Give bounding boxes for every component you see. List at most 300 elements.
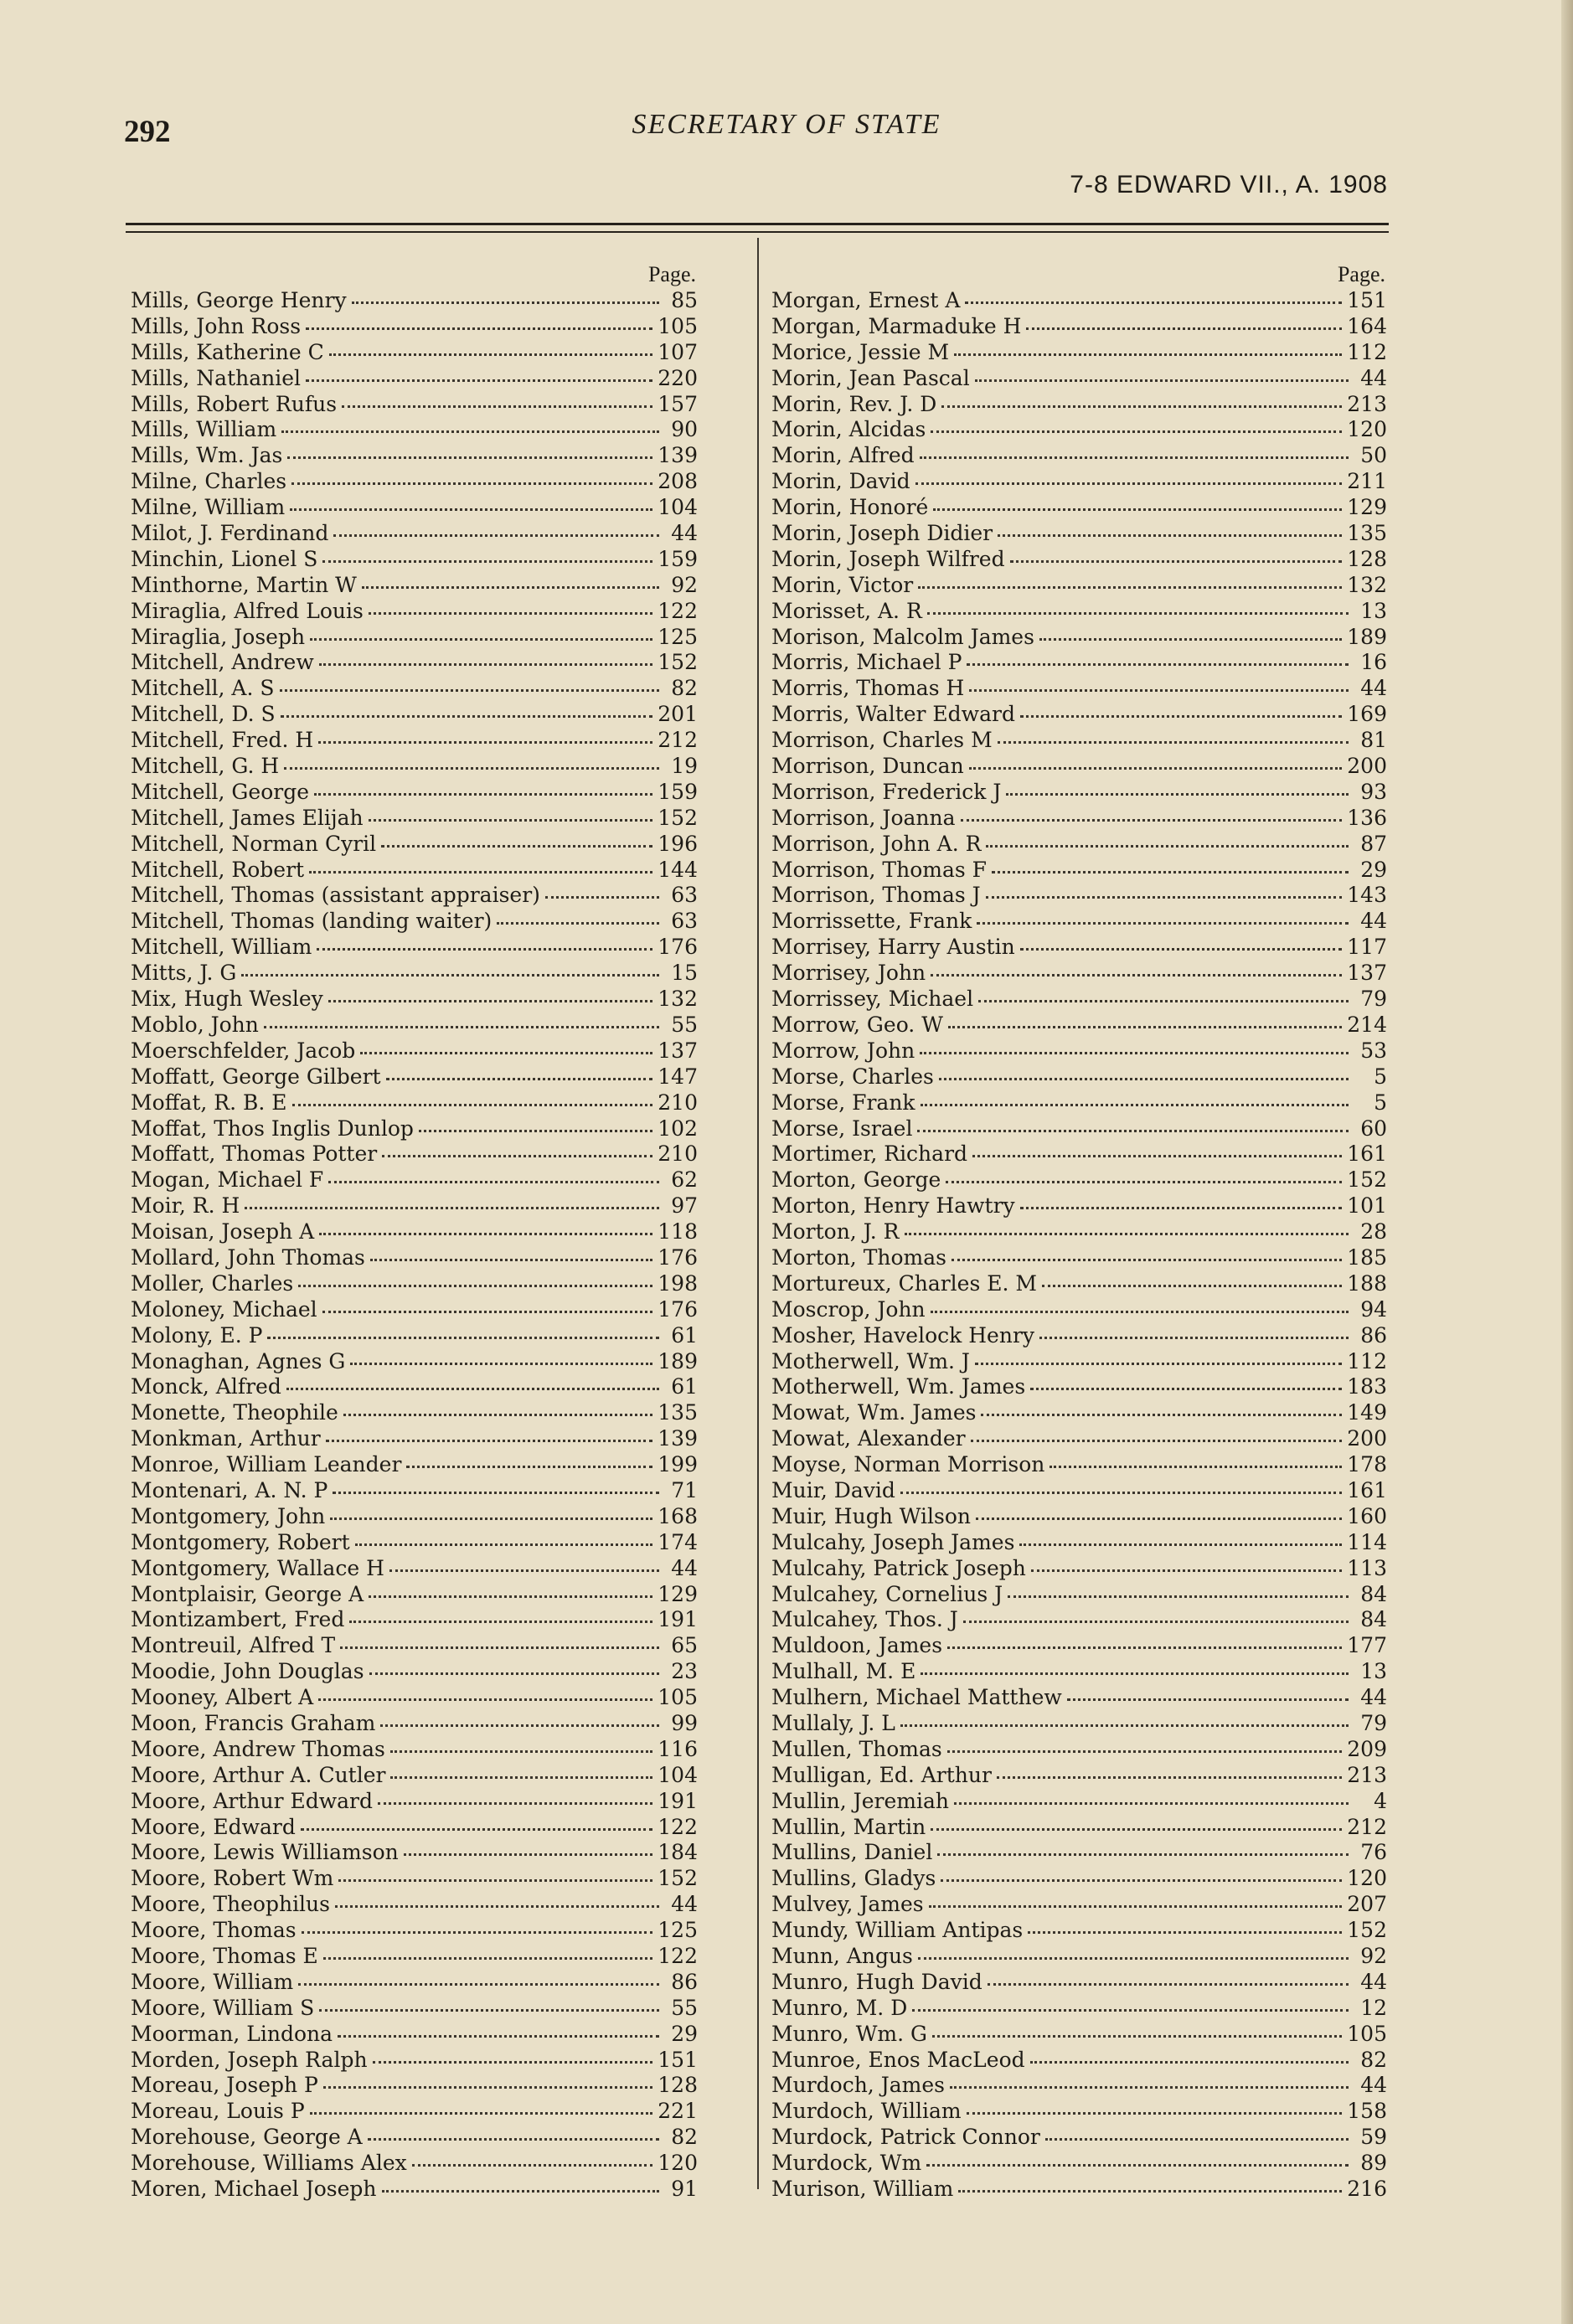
entry-name: Morrison, Thomas F bbox=[771, 857, 987, 882]
entry-name: Murison, William bbox=[771, 2177, 954, 2202]
entry-page-number: 105 bbox=[658, 1685, 698, 1710]
entry-page-number: 120 bbox=[658, 2151, 698, 2176]
entry-name: Mullins, Gladys bbox=[771, 1866, 936, 1891]
index-entry bbox=[771, 1789, 1387, 1815]
entry-name: Moore, Robert Wm bbox=[131, 1866, 334, 1891]
entry-page-number: 221 bbox=[658, 2099, 698, 2124]
dot-leader bbox=[330, 1517, 652, 1520]
index-entry bbox=[771, 1219, 1387, 1245]
entry-page-number: 168 bbox=[658, 1503, 698, 1528]
dot-leader bbox=[381, 844, 652, 848]
entry-page-number: 99 bbox=[671, 1710, 698, 1735]
dot-leader bbox=[965, 301, 1342, 304]
index-entry bbox=[771, 392, 1387, 418]
index-entry bbox=[131, 1090, 698, 1116]
entry-page-number: 191 bbox=[658, 1607, 698, 1632]
entry-page-number: 61 bbox=[671, 1322, 698, 1348]
dot-leader bbox=[373, 2060, 653, 2064]
entry-page-number: 151 bbox=[1347, 288, 1387, 312]
entry-name: Morehouse, George A bbox=[131, 2125, 363, 2150]
dot-leader bbox=[1006, 792, 1349, 796]
dot-leader bbox=[932, 2034, 1342, 2038]
dot-leader bbox=[976, 1517, 1342, 1520]
index-entry bbox=[771, 521, 1387, 547]
entry-name: Mills, George Henry bbox=[131, 288, 347, 312]
entry-page-number: 82 bbox=[671, 2125, 698, 2150]
dot-leader bbox=[900, 1491, 1342, 1494]
entry-page-number: 185 bbox=[1347, 1244, 1387, 1270]
entry-name: Morrison, Duncan bbox=[771, 754, 964, 779]
dot-leader bbox=[267, 1336, 659, 1339]
index-entry bbox=[771, 858, 1387, 884]
dot-leader bbox=[323, 2085, 652, 2089]
index-entry bbox=[131, 1167, 698, 1193]
index-entry bbox=[131, 1193, 698, 1219]
entry-page-number: 112 bbox=[1347, 339, 1387, 364]
dot-leader bbox=[917, 1129, 1349, 1132]
index-entry bbox=[771, 314, 1387, 340]
entry-name: Montizambert, Fred bbox=[131, 1607, 345, 1632]
entry-name: Moblo, John bbox=[131, 1012, 259, 1037]
index-entry bbox=[131, 1245, 698, 1271]
entry-page-number: 87 bbox=[1360, 831, 1387, 856]
entry-page-number: 118 bbox=[658, 1219, 698, 1244]
dot-leader bbox=[975, 1362, 1342, 1365]
entry-name: Morice, Jessie M bbox=[771, 339, 950, 364]
entry-page-number: 211 bbox=[1347, 469, 1387, 494]
dot-leader bbox=[933, 508, 1342, 511]
dot-leader bbox=[286, 1387, 659, 1390]
entry-name: Monkman, Arthur bbox=[131, 1426, 321, 1451]
entry-page-number: 89 bbox=[1360, 2151, 1387, 2176]
entry-page-number: 213 bbox=[1347, 391, 1387, 416]
entry-name: Moore, William S bbox=[131, 1995, 315, 2020]
entry-page-number: 92 bbox=[1360, 1944, 1387, 1968]
dot-leader bbox=[941, 1878, 1342, 1882]
entry-name: Moller, Charles bbox=[131, 1270, 294, 1296]
dot-leader bbox=[998, 533, 1342, 537]
index-entry bbox=[771, 573, 1387, 599]
index-entry bbox=[131, 1426, 698, 1452]
entry-name: Moffatt, Thomas Potter bbox=[131, 1141, 378, 1167]
dot-leader bbox=[1050, 1465, 1342, 1468]
index-entry bbox=[131, 1116, 698, 1142]
entry-page-number: 201 bbox=[658, 702, 698, 727]
index-entry bbox=[771, 417, 1387, 443]
entry-name: Moore, Edward bbox=[131, 1814, 296, 1839]
entry-name: Munn, Angus bbox=[771, 1944, 913, 1968]
dot-leader bbox=[390, 1749, 652, 1753]
entry-name: Montreuil, Alfred T bbox=[131, 1633, 336, 1658]
dot-leader bbox=[912, 2008, 1349, 2012]
dot-leader bbox=[497, 921, 659, 925]
entry-page-number: 104 bbox=[658, 495, 698, 520]
entry-page-number: 5 bbox=[1374, 1090, 1387, 1115]
dot-leader bbox=[369, 611, 652, 615]
index-entry bbox=[131, 1711, 698, 1737]
entry-name: Morin, Jean Pascal bbox=[771, 365, 970, 390]
index-entry bbox=[771, 1426, 1387, 1452]
entry-name: Mortimer, Richard bbox=[771, 1141, 968, 1167]
entry-page-number: 125 bbox=[658, 624, 698, 649]
entry-name: Morisset, A. R bbox=[771, 598, 922, 623]
dot-leader bbox=[1030, 1387, 1342, 1390]
index-entry bbox=[131, 1866, 698, 1892]
entry-page-number: 174 bbox=[658, 1529, 698, 1554]
entry-page-number: 164 bbox=[1347, 313, 1387, 338]
entry-page-number: 114 bbox=[1347, 1529, 1387, 1554]
index-entry bbox=[131, 1789, 698, 1815]
dot-leader bbox=[992, 870, 1349, 873]
entry-page-number: 189 bbox=[658, 1348, 698, 1373]
entry-page-number: 112 bbox=[1347, 1348, 1387, 1373]
entry-name: Moreau, Joseph P bbox=[131, 2073, 318, 2098]
index-entry bbox=[131, 1633, 698, 1659]
index-entry bbox=[131, 417, 698, 443]
index-entry bbox=[131, 728, 698, 754]
entry-page-number: 117 bbox=[1347, 935, 1387, 960]
dot-leader bbox=[338, 2034, 659, 2038]
index-entry bbox=[131, 1892, 698, 1918]
entry-name: Mills, John Ross bbox=[131, 313, 302, 338]
dot-leader bbox=[310, 637, 652, 641]
index-entry bbox=[771, 1530, 1387, 1556]
dot-leader bbox=[988, 1982, 1349, 1986]
entry-name: Morrison, Thomas J bbox=[771, 883, 981, 908]
dot-leader bbox=[545, 895, 659, 899]
entry-name: Morin, Alfred bbox=[771, 443, 915, 468]
index-entry bbox=[771, 1452, 1387, 1478]
index-entry bbox=[771, 961, 1387, 987]
index-entry bbox=[131, 1323, 698, 1349]
index-entry bbox=[771, 1892, 1387, 1918]
dot-leader bbox=[338, 1878, 652, 1882]
entry-page-number: 13 bbox=[1360, 598, 1387, 623]
dot-leader bbox=[1067, 1698, 1349, 1701]
index-entry bbox=[131, 573, 698, 599]
entry-name: Mulcahey, Thos. J bbox=[771, 1607, 958, 1632]
entry-name: Morrison, John A. R bbox=[771, 831, 982, 856]
entry-page-number: 61 bbox=[671, 1374, 698, 1399]
dot-leader bbox=[920, 1051, 1349, 1054]
index-entry bbox=[131, 521, 698, 547]
column-divider bbox=[757, 238, 759, 2189]
dot-leader bbox=[319, 1232, 652, 1235]
index-entry bbox=[131, 1013, 698, 1038]
entry-name: Morrow, John bbox=[771, 1038, 915, 1063]
entry-name: Miraglia, Alfred Louis bbox=[131, 598, 364, 623]
dot-leader bbox=[369, 1595, 652, 1598]
index-entry bbox=[131, 469, 698, 495]
index-entry bbox=[771, 1944, 1387, 1970]
entry-page-number: 207 bbox=[1347, 1892, 1387, 1917]
index-entry bbox=[771, 1866, 1387, 1892]
dot-leader bbox=[306, 327, 652, 330]
entry-page-number: 44 bbox=[1360, 365, 1387, 390]
entry-page-number: 152 bbox=[658, 805, 698, 830]
entry-name: Mitchell, G. H bbox=[131, 754, 280, 779]
entry-page-number: 92 bbox=[671, 572, 698, 597]
entry-page-number: 220 bbox=[658, 365, 698, 390]
dot-leader bbox=[946, 1180, 1342, 1183]
entry-page-number: 169 bbox=[1347, 702, 1387, 727]
dot-leader bbox=[328, 999, 653, 1002]
entry-name: Morris, Walter Edward bbox=[771, 702, 1015, 727]
header-rule-thick bbox=[126, 223, 1389, 225]
index-entry bbox=[131, 1763, 698, 1789]
entry-page-number: 191 bbox=[658, 1788, 698, 1813]
entry-page-number: 86 bbox=[1360, 1322, 1387, 1348]
dot-leader bbox=[287, 456, 652, 459]
dot-leader bbox=[926, 2163, 1349, 2167]
dot-leader bbox=[918, 1956, 1349, 1960]
entry-name: Mulligan, Ed. Arthur bbox=[771, 1762, 992, 1787]
entry-page-number: 105 bbox=[658, 313, 698, 338]
dot-leader bbox=[952, 1258, 1342, 1261]
index-entry bbox=[771, 676, 1387, 702]
entry-page-number: 161 bbox=[1347, 1141, 1387, 1167]
entry-name: Montplaisir, George A bbox=[131, 1581, 364, 1606]
entry-name: Muir, Hugh Wilson bbox=[771, 1503, 971, 1528]
dot-leader bbox=[404, 1853, 653, 1856]
index-entry bbox=[771, 2177, 1387, 2203]
entry-name: Morrison, Charles M bbox=[771, 728, 993, 753]
entry-name: Moore, Thomas E bbox=[131, 1944, 318, 1968]
entry-page-number: 44 bbox=[1360, 676, 1387, 701]
dot-leader bbox=[323, 1956, 652, 1960]
index-entry bbox=[771, 1607, 1387, 1633]
entry-page-number: 189 bbox=[1347, 624, 1387, 649]
dot-leader bbox=[967, 2111, 1343, 2115]
dot-leader bbox=[1010, 559, 1343, 563]
entry-page-number: 176 bbox=[658, 1296, 698, 1322]
entry-name: Mills, Katherine C bbox=[131, 339, 324, 364]
dot-leader bbox=[978, 999, 1349, 1002]
entry-name: Mundy, William Antipas bbox=[771, 1918, 1024, 1943]
entry-name: Moore, Andrew Thomas bbox=[131, 1736, 385, 1761]
entry-name: Morse, Israel bbox=[771, 1116, 913, 1141]
entry-name: Mitchell, A. S bbox=[131, 676, 275, 701]
dot-leader bbox=[981, 1413, 1342, 1416]
dot-leader bbox=[1020, 714, 1342, 718]
entry-name: Morison, Malcolm James bbox=[771, 624, 1034, 649]
entry-name: Morrisey, John bbox=[771, 961, 926, 986]
index-entry bbox=[131, 2048, 698, 2074]
entry-name: Moodie, John Douglas bbox=[131, 1659, 364, 1684]
page-edge bbox=[1561, 0, 1573, 2324]
index-entry bbox=[131, 1297, 698, 1323]
dot-leader bbox=[1019, 1543, 1342, 1546]
dot-leader bbox=[931, 430, 1342, 433]
entry-name: Mulcahey, Cornelius J bbox=[771, 1581, 1003, 1606]
index-entry bbox=[771, 935, 1387, 961]
index-entry bbox=[131, 1141, 698, 1167]
index-entry bbox=[131, 2099, 698, 2125]
index-entry bbox=[131, 1737, 698, 1763]
entry-page-number: 188 bbox=[1347, 1270, 1387, 1296]
index-entry bbox=[131, 1530, 698, 1556]
entry-page-number: 149 bbox=[1347, 1400, 1387, 1425]
entry-page-number: 152 bbox=[1347, 1167, 1387, 1193]
entry-name: Mitchell, Norman Cyril bbox=[131, 831, 377, 856]
entry-page-number: 158 bbox=[1347, 2099, 1387, 2124]
entry-name: Morrissette, Frank bbox=[771, 909, 972, 934]
entry-name: Morton, Thomas bbox=[771, 1244, 946, 1270]
entry-page-number: 209 bbox=[1347, 1736, 1387, 1761]
index-entry bbox=[771, 909, 1387, 935]
entry-name: Munro, Hugh David bbox=[771, 1969, 982, 1994]
entry-name: Mullaly, J. L bbox=[771, 1710, 895, 1735]
index-entry bbox=[131, 1815, 698, 1841]
entry-name: Munro, Wm. G bbox=[771, 2021, 927, 2046]
dot-leader bbox=[333, 533, 659, 537]
entry-page-number: 4 bbox=[1374, 1788, 1387, 1813]
dot-leader bbox=[921, 1103, 1349, 1106]
entry-name: Moore, Arthur Edward bbox=[131, 1788, 374, 1813]
entry-name: Mulcahy, Joseph James bbox=[771, 1529, 1015, 1554]
index-entry bbox=[771, 728, 1387, 754]
index-entry bbox=[771, 625, 1387, 651]
entry-page-number: 151 bbox=[658, 2047, 698, 2072]
entry-name: Mitchell, D. S bbox=[131, 702, 276, 727]
index-entry bbox=[131, 1607, 698, 1633]
index-entry bbox=[131, 883, 698, 909]
entry-name: Morrow, Geo. W bbox=[771, 1012, 943, 1037]
entry-page-number: 144 bbox=[658, 857, 698, 882]
dot-leader bbox=[329, 353, 653, 356]
entry-name: Miraglia, Joseph bbox=[131, 624, 306, 649]
entry-name: Mogan, Michael F bbox=[131, 1167, 324, 1193]
index-entry bbox=[771, 832, 1387, 858]
dot-leader bbox=[1026, 327, 1342, 330]
entry-name: Morrisey, Harry Austin bbox=[771, 935, 1015, 960]
entry-name: Mollard, John Thomas bbox=[131, 1244, 365, 1270]
index-entry bbox=[131, 1970, 698, 1996]
entry-page-number: 212 bbox=[1347, 1814, 1387, 1839]
dot-leader bbox=[368, 2137, 659, 2141]
entry-page-number: 210 bbox=[658, 1090, 698, 1115]
index-entry bbox=[771, 2151, 1387, 2177]
entry-page-number: 113 bbox=[1347, 1555, 1387, 1580]
entry-name: Morse, Frank bbox=[771, 1090, 915, 1115]
entry-page-number: 128 bbox=[658, 2073, 698, 2098]
index-entry bbox=[771, 1711, 1387, 1737]
entry-page-number: 122 bbox=[658, 1814, 698, 1839]
dot-leader bbox=[947, 1749, 1343, 1753]
dot-leader bbox=[950, 2085, 1349, 2089]
index-entry bbox=[131, 392, 698, 418]
entry-name: Moscrop, John bbox=[771, 1296, 926, 1322]
entry-page-number: 120 bbox=[1347, 1866, 1387, 1891]
entry-name: Motherwell, Wm. James bbox=[771, 1374, 1026, 1399]
index-entry bbox=[771, 366, 1387, 392]
entry-name: Morgan, Marmaduke H bbox=[771, 313, 1022, 338]
dot-leader bbox=[333, 1491, 659, 1494]
entry-page-number: 63 bbox=[671, 883, 698, 908]
dot-leader bbox=[972, 1154, 1342, 1157]
index-entry bbox=[131, 1064, 698, 1090]
dot-leader bbox=[369, 818, 653, 822]
index-entry bbox=[771, 1141, 1387, 1167]
index-entry bbox=[771, 495, 1387, 521]
index-entry bbox=[771, 754, 1387, 780]
dot-leader bbox=[281, 430, 659, 433]
dot-leader bbox=[386, 1077, 653, 1080]
entry-name: Morrison, Joanna bbox=[771, 805, 956, 830]
entry-name: Moerschfelder, Jacob bbox=[131, 1038, 356, 1063]
dot-leader bbox=[958, 2189, 1342, 2193]
entry-name: Milne, Charles bbox=[131, 469, 287, 494]
index-entry bbox=[771, 1815, 1387, 1841]
dot-leader bbox=[369, 1672, 659, 1675]
entry-name: Morin, Victor bbox=[771, 572, 914, 597]
dot-leader bbox=[349, 1620, 652, 1623]
entry-name: Mills, Wm. Jas bbox=[131, 443, 283, 468]
entry-name: Morin, Alcidas bbox=[771, 417, 926, 442]
entry-name: Morin, David bbox=[771, 469, 910, 494]
dot-leader bbox=[284, 766, 659, 770]
index-entry bbox=[771, 1090, 1387, 1116]
dot-leader bbox=[975, 379, 1349, 382]
entry-page-number: 122 bbox=[658, 1944, 698, 1968]
index-entry bbox=[771, 702, 1387, 728]
index-entry bbox=[131, 987, 698, 1013]
dot-leader bbox=[948, 1025, 1342, 1028]
entry-page-number: 65 bbox=[671, 1633, 698, 1658]
entry-name: Moore, Thomas bbox=[131, 1918, 297, 1943]
entry-page-number: 19 bbox=[671, 754, 698, 779]
index-entry bbox=[131, 495, 698, 521]
index-entry bbox=[131, 288, 698, 314]
entry-name: Munroe, Enos MacLeod bbox=[771, 2047, 1025, 2072]
entry-name: Mulhern, Michael Matthew bbox=[771, 1685, 1062, 1710]
entry-name: Mortureux, Charles E. M bbox=[771, 1270, 1037, 1296]
entry-name: Mosher, Havelock Henry bbox=[771, 1322, 1035, 1348]
dot-leader bbox=[1045, 2137, 1349, 2141]
entry-page-number: 59 bbox=[1360, 2125, 1387, 2150]
index-entry bbox=[771, 1996, 1387, 2022]
entry-page-number: 60 bbox=[1360, 1116, 1387, 1141]
entry-name: Mitchell, James Elijah bbox=[131, 805, 364, 830]
entry-name: Mullin, Martin bbox=[771, 1814, 926, 1839]
dot-leader bbox=[298, 1982, 659, 1986]
entry-name: Monck, Alfred bbox=[131, 1374, 281, 1399]
entry-name: Moorman, Lindona bbox=[131, 2021, 333, 2046]
entry-name: Morris, Thomas H bbox=[771, 676, 965, 701]
dot-leader bbox=[1020, 947, 1343, 951]
entry-name: Moore, William bbox=[131, 1969, 294, 1994]
dot-leader bbox=[900, 1724, 1349, 1727]
entry-page-number: 53 bbox=[1360, 1038, 1387, 1063]
dot-leader bbox=[355, 1543, 653, 1546]
index-entry bbox=[131, 1659, 698, 1685]
dot-leader bbox=[939, 1077, 1349, 1080]
entry-page-number: 44 bbox=[671, 521, 698, 546]
entry-name: Monette, Theophile bbox=[131, 1400, 338, 1425]
entry-name: Mitchell, Robert bbox=[131, 857, 305, 882]
entry-name: Moisan, Joseph A bbox=[131, 1219, 315, 1244]
entry-name: Monaghan, Agnes G bbox=[131, 1348, 346, 1373]
dot-leader bbox=[947, 1646, 1342, 1649]
entry-page-number: 16 bbox=[1360, 650, 1387, 675]
index-entry bbox=[131, 1556, 698, 1582]
entry-page-number: 28 bbox=[1360, 1219, 1387, 1244]
index-entry bbox=[131, 1478, 698, 1504]
index-entry bbox=[771, 1504, 1387, 1530]
entry-page-number: 82 bbox=[671, 676, 698, 701]
index-entry bbox=[771, 1374, 1387, 1400]
entry-name: Minchin, Lionel S bbox=[131, 546, 318, 571]
